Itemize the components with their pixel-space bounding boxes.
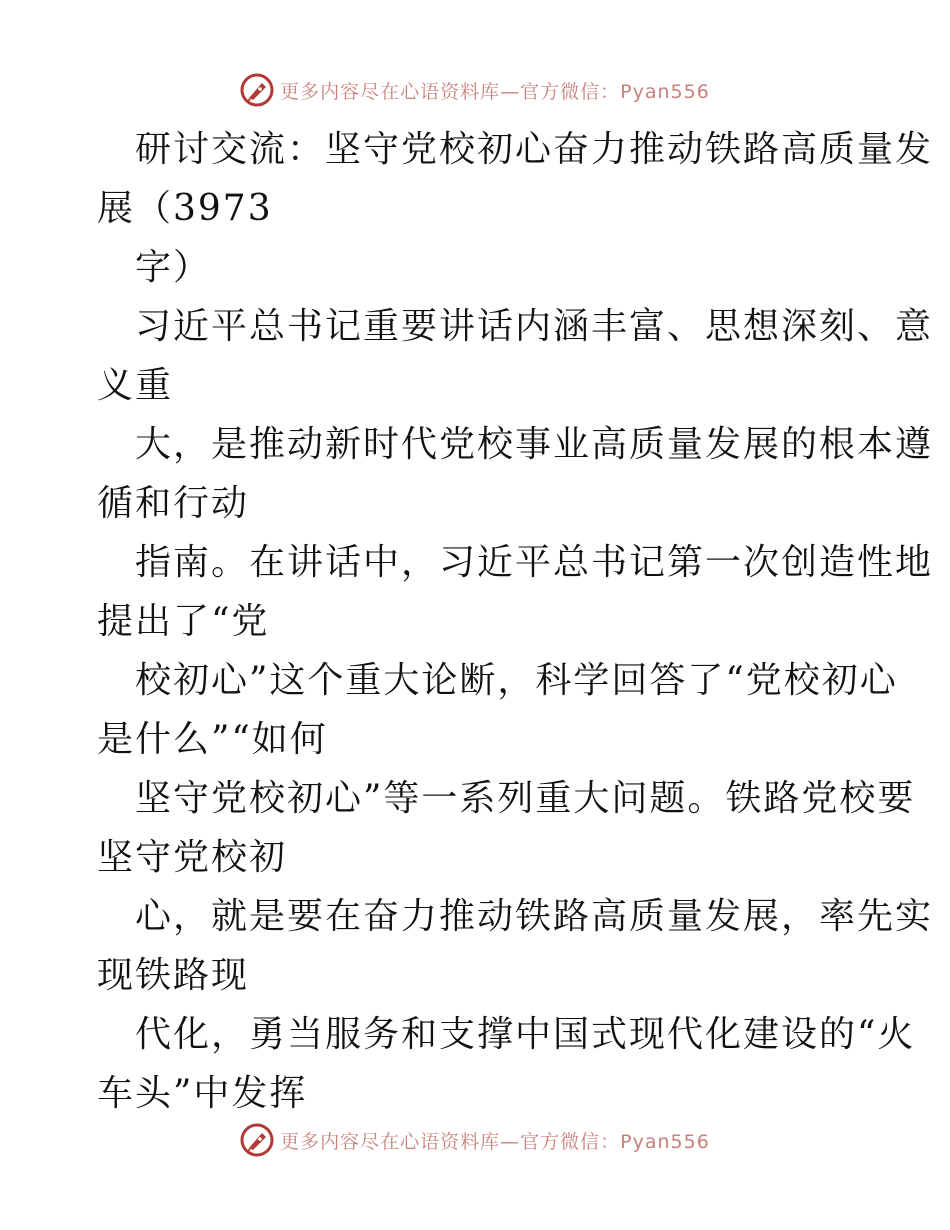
text-line: 字）	[135, 247, 212, 288]
text-line: 循和行动	[97, 483, 250, 524]
text-line: 代化，勇当服务和支撑中国式现代化建设的“火	[135, 1014, 916, 1055]
text-line: 坚守党校初	[97, 837, 288, 878]
text-line: 大，是推动新时代党校事业高质量发展的根本遵	[135, 424, 934, 465]
text-line: 现铁路现	[97, 955, 250, 996]
header-watermark	[0, 70, 950, 110]
text-line: 校初心”这个重大论断，科学回答了“党校初心	[135, 660, 898, 701]
text-line: 习近平总书记重要讲话内涵丰富、思想深刻、意	[135, 306, 934, 347]
footer-watermark	[0, 1120, 950, 1160]
fountain-pen-logo-icon	[240, 73, 274, 107]
text-line: 是什么”“如何	[97, 719, 328, 760]
text-line: 心，就是要在奋力推动铁路高质量发展，率先实	[135, 896, 934, 937]
watermark-text: 更多内容尽在心语资料库—官方微信：Pyan556	[280, 1130, 710, 1153]
text-line: 提出了“党	[97, 601, 270, 642]
text-line: 指南。在讲话中，习近平总书记第一次创造性地	[135, 542, 934, 583]
watermark-text: 更多内容尽在心语资料库—官方微信：Pyan556	[280, 80, 710, 103]
text-line: 展（3973	[97, 188, 273, 229]
fountain-pen-logo-icon	[240, 1123, 274, 1157]
text-line: 坚守党校初心”等一系列重大问题。铁路党校要	[135, 778, 916, 819]
text-line: 义重	[97, 365, 174, 406]
text-line: 车头”中发挥	[97, 1073, 308, 1114]
text-line: 研讨交流：坚守党校初心奋力推动铁路高质量发	[135, 129, 934, 170]
document-body	[97, 120, 934, 1123]
